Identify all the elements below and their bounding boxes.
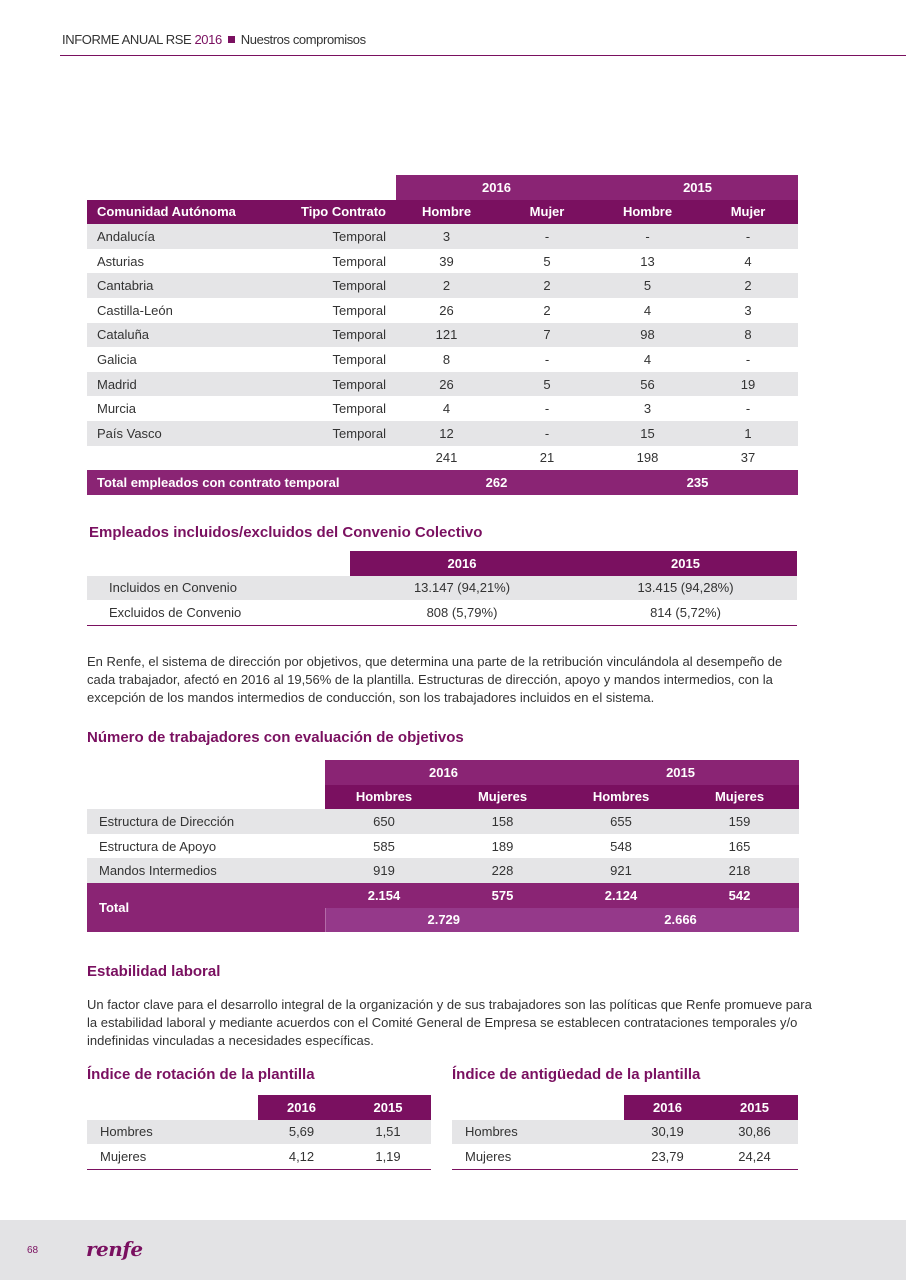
cell: 30,19 — [624, 1120, 711, 1145]
cell: 5,69 — [258, 1120, 345, 1145]
table-row — [87, 809, 799, 834]
cell: - — [497, 224, 597, 249]
cell: - — [745, 351, 751, 367]
column-header: Mujeres — [680, 785, 799, 810]
subtotal-cell: 198 — [636, 450, 659, 466]
cell: - — [544, 401, 550, 417]
cell: Temporal — [277, 273, 396, 298]
cell: 808 (5,79%) — [350, 600, 574, 625]
row-label: Hombres — [87, 1120, 258, 1145]
total-cell: 2.124 — [562, 883, 680, 908]
cell: 121 — [396, 323, 497, 348]
cell: 655 — [562, 809, 680, 834]
grand-total-cell: 2.666 — [562, 908, 799, 933]
cell: 13.147 (94,21%) — [350, 576, 574, 601]
cell: 1,19 — [345, 1144, 431, 1169]
cell: 26 — [439, 302, 454, 318]
cell: 23,79 — [624, 1144, 711, 1169]
paragraph-estabilidad: Un factor clave para el desarrollo integral de la organización y de sus trabajadores son las políticas que Renfe promueve para la estabilidad laboral y mediante acuerdos con el Comité General de Empresa se establecen contrataciones temporales y/o indefinidas vinculadas a necesidades específicas. — [87, 997, 812, 1048]
cell: 4 — [643, 351, 652, 367]
header-divider — [60, 55, 906, 56]
cell: Temporal — [277, 421, 396, 446]
table-row — [87, 249, 798, 274]
cell: 24,24 — [711, 1144, 798, 1169]
evaluacion-table — [87, 760, 799, 932]
cell: - — [745, 401, 751, 417]
cell: 228 — [443, 858, 562, 883]
row-label: Galicia — [97, 351, 137, 367]
total-cell: 575 — [443, 883, 562, 908]
cell: 15 — [597, 421, 698, 446]
table-row — [87, 396, 798, 421]
cell: 4 — [744, 253, 752, 269]
year-header: 2015 — [562, 760, 799, 785]
column-header: Comunidad Autónoma — [87, 200, 277, 225]
section-title-estabilidad: Estabilidad laboral — [87, 963, 221, 980]
square-bullet-icon — [228, 36, 235, 43]
cell: 218 — [680, 858, 799, 883]
cell: 5 — [497, 372, 597, 397]
column-header: Hombre — [597, 200, 698, 225]
table-row — [87, 323, 798, 348]
cell: 26 — [396, 372, 497, 397]
cell: 2 — [497, 273, 597, 298]
cell: Temporal — [332, 351, 386, 367]
total-cell: 262 — [396, 470, 597, 495]
cell: 2 — [396, 273, 497, 298]
total-cell: 2.154 — [325, 883, 443, 908]
year-header: 2016 — [258, 1095, 345, 1120]
column-header: Mujer — [698, 200, 798, 225]
cell: 4 — [643, 302, 652, 318]
year-header: 2015 — [711, 1095, 798, 1120]
year-header: 2015 — [345, 1095, 431, 1120]
cell: - — [497, 421, 597, 446]
cell: 1,51 — [345, 1120, 431, 1145]
cell: 3 — [396, 224, 497, 249]
row-label: Estructura de Dirección — [87, 809, 325, 834]
temporal-contracts-table — [87, 175, 798, 495]
cell: 4 — [442, 401, 451, 417]
cell: 3 — [643, 401, 652, 417]
table-row — [87, 372, 798, 397]
row-label: Estructura de Apoyo — [99, 838, 217, 854]
cell: 5 — [543, 253, 551, 269]
table-row — [87, 347, 798, 372]
convenio-table — [87, 551, 797, 626]
cell: 2 — [698, 273, 798, 298]
row-label: Cantabria — [87, 273, 277, 298]
cell: 189 — [491, 838, 514, 854]
total-label: Total empleados con contrato temporal — [87, 470, 396, 495]
cell: 548 — [610, 838, 632, 854]
year-header: 2015 — [574, 551, 797, 576]
section-title-rotacion: Índice de rotación de la plantilla — [87, 1066, 315, 1083]
renfe-logo: renfe — [86, 1237, 143, 1261]
row-label: Murcia — [97, 401, 137, 417]
cell: 5 — [597, 273, 698, 298]
cell: - — [544, 351, 550, 367]
cell: 8 — [442, 351, 451, 367]
cell: 7 — [497, 323, 597, 348]
grand-total-cell: 2.729 — [325, 908, 562, 933]
page-number: 68 — [27, 1245, 39, 1256]
section-title-evaluacion: Número de trabajadores con evaluación de objetivos — [87, 729, 464, 746]
row-label: Castilla-León — [97, 302, 173, 318]
cell: 8 — [698, 323, 798, 348]
cell: Temporal — [277, 224, 396, 249]
antiguedad-table — [452, 1095, 798, 1170]
total-cell: 542 — [680, 883, 799, 908]
column-header: Hombre — [396, 200, 497, 225]
paragraph-objetivos: En Renfe, el sistema de dirección por objetivos, que determina una parte de la retribución vinculándola al desempeño de cada trabajador, afectó en 2016 al 19,56% de la plantilla. Estructuras de dirección, apoyo y mandos intermedios, con la excepción de los mandos intermedios de conducción, son los trabajadores incluidos en el sistema. — [87, 654, 783, 705]
cell: - — [597, 224, 698, 249]
row-label: Incluidos en Convenio — [87, 576, 350, 601]
cell: 39 — [439, 253, 454, 269]
cell: 1 — [698, 421, 798, 446]
cell: 921 — [562, 858, 680, 883]
header-prefix: INFORME ANUAL RSE — [62, 32, 192, 47]
table-row — [87, 298, 798, 323]
cell: 19 — [698, 372, 798, 397]
header-year: 2016 — [194, 32, 222, 47]
year-header: 2015 — [597, 175, 798, 200]
cell: Temporal — [332, 253, 386, 269]
row-label: Andalucía — [87, 224, 277, 249]
total-label: Total — [87, 883, 325, 932]
row-label: Cataluña — [87, 323, 277, 348]
row-label: Excluidos de Convenio — [87, 600, 350, 625]
row-label: Madrid — [87, 372, 277, 397]
cell: 919 — [325, 858, 443, 883]
cell: 2 — [543, 302, 551, 318]
column-header: Mujeres — [443, 785, 562, 810]
cell: Temporal — [277, 323, 396, 348]
cell: 3 — [744, 302, 752, 318]
rotacion-table — [87, 1095, 431, 1170]
row-label: Hombres — [452, 1120, 624, 1145]
table-row — [87, 273, 798, 298]
cell: 30,86 — [711, 1120, 798, 1145]
cell: Temporal — [332, 302, 386, 318]
table-row — [87, 858, 799, 883]
table-row — [87, 224, 798, 249]
running-header — [62, 32, 366, 47]
row-label: Mandos Intermedios — [87, 858, 325, 883]
year-header: 2016 — [396, 175, 597, 200]
cell: Temporal — [277, 372, 396, 397]
cell: 650 — [325, 809, 443, 834]
cell: Temporal — [332, 401, 386, 417]
header-section: Nuestros compromisos — [240, 32, 366, 47]
table-row — [87, 421, 798, 446]
cell: 165 — [728, 838, 751, 854]
column-header: Mujer — [497, 200, 597, 225]
subtotal-cell: 37 — [740, 450, 756, 466]
total-cell: 235 — [597, 470, 798, 495]
cell: 13 — [640, 253, 655, 269]
cell: 12 — [396, 421, 497, 446]
section-title-convenio: Empleados incluidos/excluidos del Convenio Colectivo — [89, 524, 483, 541]
cell: 585 — [373, 838, 395, 854]
row-label: Mujeres — [87, 1144, 258, 1169]
cell: - — [698, 224, 798, 249]
year-header: 2016 — [624, 1095, 711, 1120]
column-header: Hombres — [325, 785, 443, 810]
subtotal-cell: 21 — [539, 450, 555, 466]
cell: 98 — [597, 323, 698, 348]
column-header: Hombres — [562, 785, 680, 810]
column-header: Tipo Contrato — [277, 200, 396, 225]
cell: 158 — [443, 809, 562, 834]
row-label: País Vasco — [87, 421, 277, 446]
cell: 56 — [597, 372, 698, 397]
year-header: 2016 — [325, 760, 562, 785]
section-title-antiguedad: Índice de antigüedad de la plantilla — [452, 1066, 701, 1083]
cell: 4,12 — [258, 1144, 345, 1169]
row-label: Asturias — [97, 253, 144, 269]
table-row — [87, 834, 799, 859]
cell: 159 — [680, 809, 799, 834]
cell: 814 (5,72%) — [574, 600, 797, 625]
row-label: Mujeres — [452, 1144, 624, 1169]
subtotal-cell: 241 — [435, 450, 458, 466]
cell: 13.415 (94,28%) — [574, 576, 797, 601]
year-header: 2016 — [350, 551, 574, 576]
